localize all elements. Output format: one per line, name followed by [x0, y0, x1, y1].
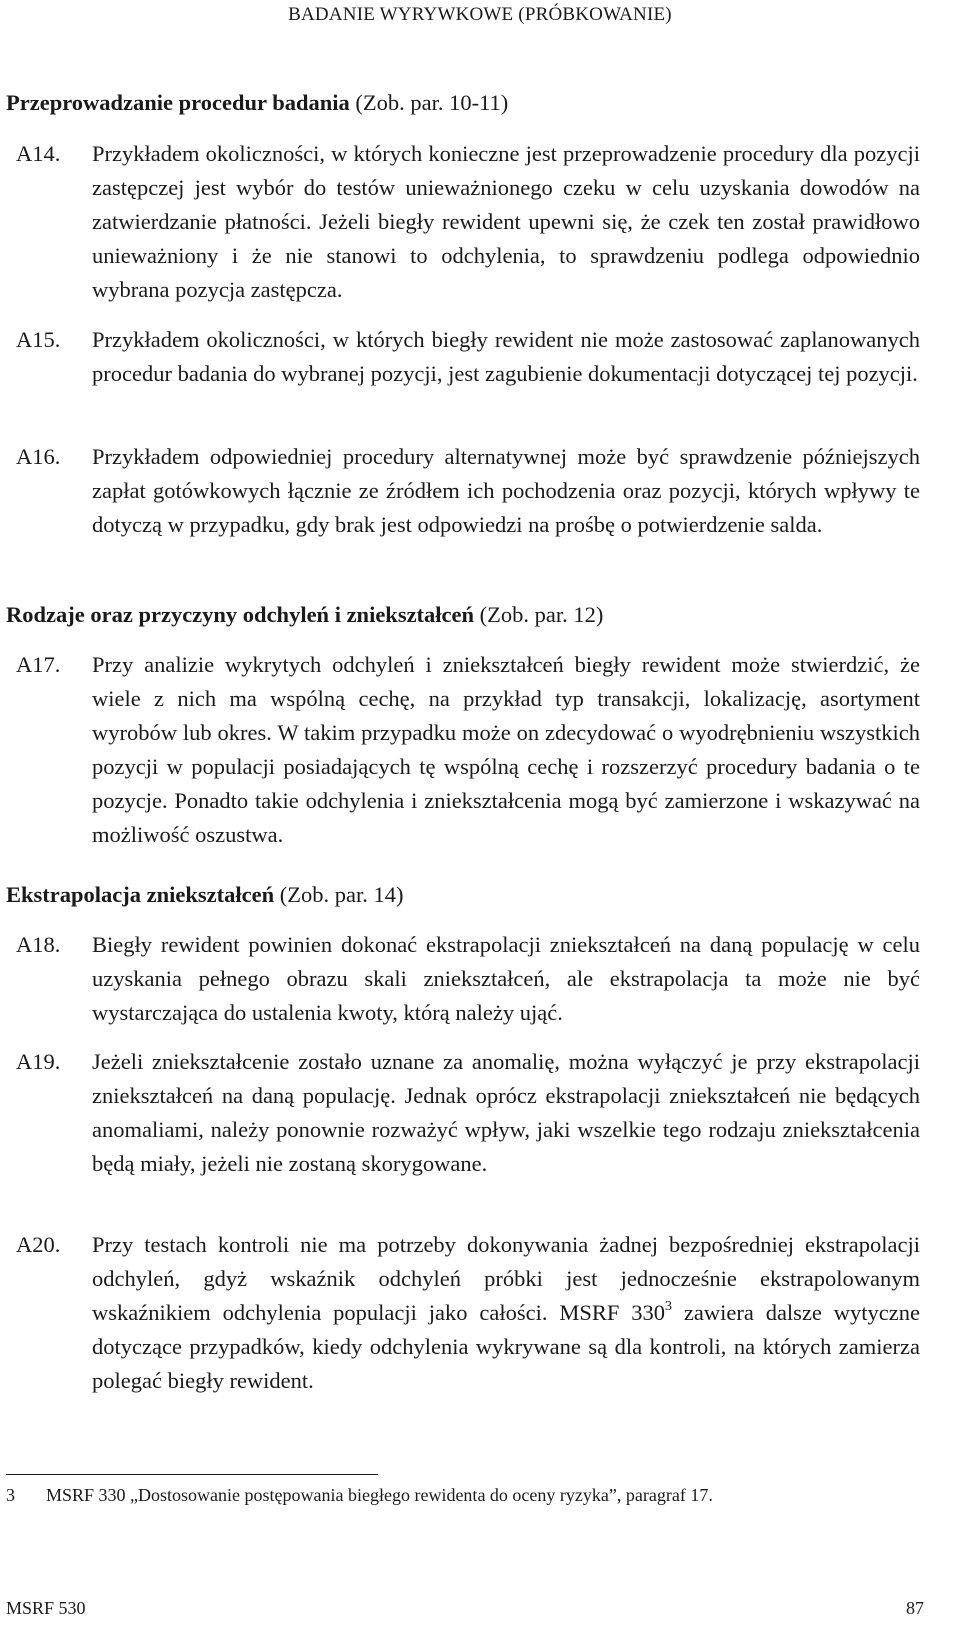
running-header: BADANIE WYRYWKOWE (PRÓBKOWANIE) — [288, 4, 672, 25]
footnote-text: MSRF 330 „Dostosowanie postępowania biegłego rewidenta do oceny ryzyka”, paragraf 17. — [46, 1485, 713, 1505]
section-heading-extrapolation — [6, 880, 403, 910]
footnote-divider — [6, 1474, 378, 1475]
paragraph-text: Przykładem okoliczności, w których biegły rewident nie może zastosować zaplanowanych procedur badania do wybranej pozycji, jest zagubienie dokumentacji dotyczącej tej pozycji. — [92, 327, 920, 387]
paragraph-number: A18. — [16, 932, 61, 957]
paragraph-number: A14. — [16, 141, 61, 166]
paragraph-number: A20. — [16, 1232, 61, 1257]
paragraph-number: A19. — [16, 1049, 61, 1074]
section-heading-reference: (Zob. par. 12) — [474, 602, 604, 627]
footnote-reference[interactable]: 3 — [665, 1299, 673, 1315]
paragraph-text-part: Przy testach kontroli nie ma potrzeby dokonywania żadnej bezpośredniej ekstrapolacji odchyleń, gdyż wskaźnik odchyleń próbki jest jednocześnie ekstrapolowanym wskaźnikiem odchylenia populacji jako całości. MSRF 330 — [92, 1232, 920, 1326]
footnote — [6, 1485, 713, 1506]
section-heading-title: Rodzaje oraz przyczyny odchyleń i zniekształceń — [6, 602, 475, 627]
paragraph-text: Jeżeli zniekształcenie zostało uznane za anomalię, można wyłączyć je przy ekstrapolacji zniekształceń na daną populację. Jednak oprócz ekstrapolacji zniekształceń nie będących anomaliami, należy ponownie rozważyć wpływ, jaki wszelkie tego rodzaju zniekształcenia będą miały, jeżeli nie zostaną skorygowane. — [92, 1049, 920, 1177]
paragraph-text: Biegły rewident powinien dokonać ekstrapolacji zniekształceń na daną populację w celu uzyskania pełnego obrazu skali zniekształceń, ale ekstrapolacja ta może nie być wystarczająca do ustalenia kwoty, którą należy ująć. — [92, 932, 920, 1026]
footnote-number: 3 — [6, 1485, 15, 1505]
section-heading-reference: (Zob. par. 14) — [274, 882, 404, 907]
running-footer-standard: MSRF 530 — [6, 1598, 86, 1618]
paragraph-text: Przykładem okoliczności, w których konieczne jest przeprowadzenie procedury dla pozycji zastępczej jest wybór do testów unieważnionego czeku w celu uzyskania dowodów na zatwierdzanie płatności. Jeżeli biegły rewident upewni się, że czek ten został prawidłowo unieważniony i że nie stanowi to odchylenia, to sprawdzeniu podlega odpowiednio wybrana pozycja zastępcza. — [92, 141, 920, 303]
page-number: 87 — [906, 1598, 924, 1618]
paragraph-number: A15. — [16, 327, 61, 352]
paragraph-text-part: zawiera dalsze wytyczne dotyczące przypadków, kiedy odchylenia wykrywane są dla kontroli, na których zamierza polegać biegły rewident. — [92, 1300, 920, 1394]
section-heading-procedures — [6, 88, 508, 118]
paragraph-text: Przy analizie wykrytych odchyleń i zniekształceń biegły rewident może stwierdzić, że wiele z nich ma wspólną cechę, na przykład typ transakcji, lokalizację, asortyment wyrobów lub okres. W takim przypadku może on zdecydować o wyodrębnieniu wszystkich pozycji w populacji posiadających tę wspólną cechę i rozszerzyć procedury badania o te pozycje. Ponadto takie odchylenia i zniekształcenia mogą być zamierzone i wskazywać na możliwość oszustwa. — [92, 652, 920, 848]
section-heading-deviations — [6, 600, 603, 630]
paragraph-text: Przykładem odpowiedniej procedury alternatywnej może być sprawdzenie późniejszych zapłat gotówkowych łącznie ze źródłem ich pochodzenia oraz pozycji, których wpływy te dotyczą w przypadku, gdy brak jest odpowiedzi na prośbę o potwierdzenie salda. — [92, 444, 920, 538]
paragraph-number: A17. — [16, 652, 61, 677]
section-heading-reference: (Zob. par. 10-11) — [349, 90, 509, 115]
section-heading-title: Ekstrapolacja zniekształceń — [6, 882, 275, 907]
paragraph-number: A16. — [16, 444, 61, 469]
paragraph-text — [92, 1228, 920, 1398]
section-heading-title: Przeprowadzanie procedur badania — [6, 90, 350, 115]
